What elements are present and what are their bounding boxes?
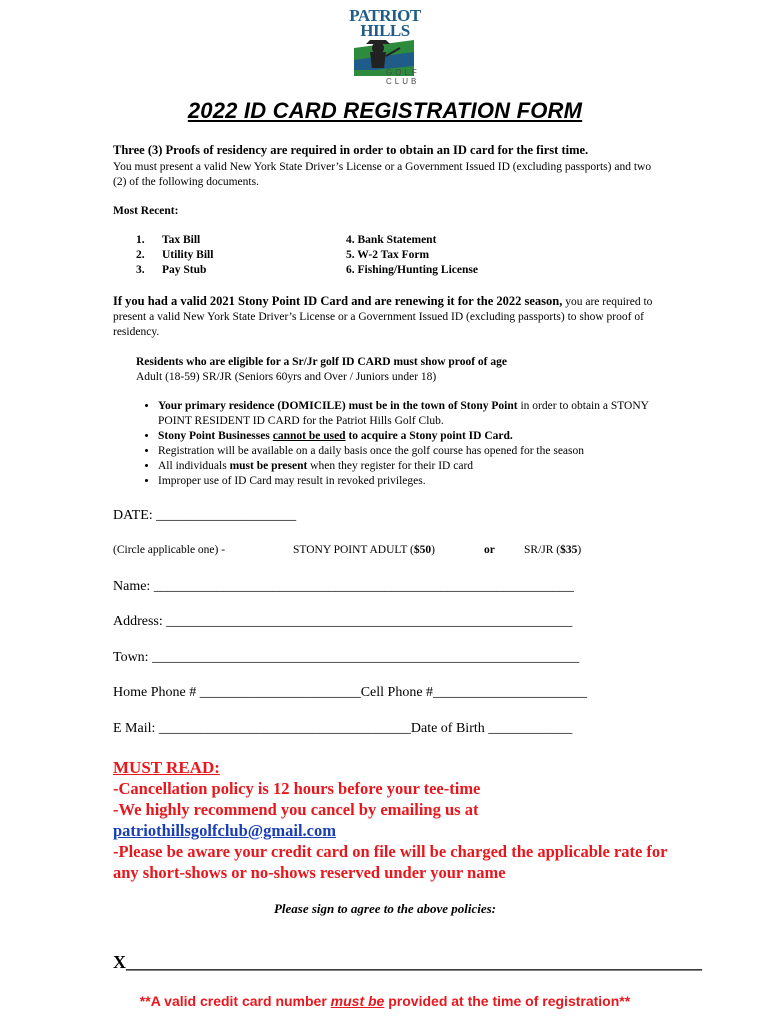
option-sr-jr[interactable]: SR/JR ($35) bbox=[524, 544, 582, 556]
logo-golf-club-text: GOLF CLUB bbox=[386, 68, 420, 86]
address-field[interactable]: Address: __________________________________________________________ bbox=[113, 614, 573, 629]
list-item: • Improper use of ID Card may result in revoked privileges. bbox=[158, 474, 678, 489]
circle-instruction: (Circle applicable one) - bbox=[113, 544, 226, 556]
phone-fields[interactable]: Home Phone # _______________________Cell Phone #______________________ bbox=[113, 685, 588, 700]
list-item: 1. Tax Bill bbox=[136, 234, 201, 246]
name-field[interactable]: Name: ____________________________________________________________ bbox=[113, 579, 574, 594]
list-item: • Stony Point Businesses cannot be used to acquire a Stony point ID Card. bbox=[158, 429, 678, 444]
list-item: • Registration will be available on a daily basis once the golf course has opened for the season bbox=[158, 444, 678, 459]
form-title: 2022 ID CARD REGISTRATION FORM bbox=[187, 98, 583, 123]
list-item: 3. Pay Stub bbox=[136, 264, 207, 276]
must-read-section: MUST READ: -Cancellation policy is 12 hours before your tee-time -We highly recommend you cancel by emailing us at patriothillsgolfclub@gmail.com -Please be aware your credit card on file will be charged the applicable rate for any short-shows or no-shows reserved under your name bbox=[113, 757, 673, 883]
proofs-body: You must present a valid New York State Driver’s License or a Government Issued ID (excluding passports) and two (2) of the following documents. bbox=[113, 161, 652, 188]
documents-list-right bbox=[346, 233, 478, 278]
credit-card-notice: **A valid credit card number must be provided at the time of registration** bbox=[139, 993, 631, 1009]
documents-list-left bbox=[136, 233, 213, 278]
list-item: 4. Bank Statement bbox=[346, 234, 437, 246]
list-item: 6. Fishing/Hunting License bbox=[346, 264, 478, 276]
signature-line[interactable]: X________________________________________________________________ bbox=[113, 952, 702, 972]
most-recent-label: Most Recent: bbox=[113, 205, 179, 217]
town-field[interactable]: Town: _____________________________________________________________ bbox=[113, 650, 580, 665]
list-item: 5. W-2 Tax Form bbox=[346, 249, 430, 261]
rules-list bbox=[136, 399, 678, 489]
list-item: 2. Utility Bill bbox=[136, 249, 214, 261]
eligibility-note: Residents who are eligible for a Sr/Jr golf ID CARD must show proof of age Adult (18-59) SR/JR (Seniors 60yrs and Over / Juniors under 18) bbox=[136, 356, 507, 383]
date-field[interactable]: DATE: ____________________ bbox=[113, 508, 297, 523]
proofs-heading: Three (3) Proofs of residency are required in order to obtain an ID card for the first time. bbox=[113, 143, 589, 157]
option-stony-point-adult[interactable]: STONY POINT ADULT ($50) bbox=[293, 544, 435, 556]
list-item: • All individuals must be present when they register for their ID card bbox=[158, 459, 678, 474]
email-dob-fields[interactable]: E Mail: ____________________________________Date of Birth ____________ bbox=[113, 721, 573, 736]
must-read-heading: MUST READ: bbox=[113, 758, 220, 777]
logo-title: PATRIOT HILLS bbox=[349, 6, 421, 40]
renewal-paragraph: If you had a valid 2021 Stony Point ID Card and are renewing it for the 2022 season, you are required to present a valid New York State Driver’s License or a Government Issued ID (excluding passports) to show proof of residency. bbox=[113, 294, 653, 338]
or-label: or bbox=[484, 544, 495, 556]
email-link[interactable]: patriothillsgolfclub@gmail.com bbox=[113, 821, 336, 840]
list-item: • Your primary residence (DOMICILE) must be in the town of Stony Point in order to obtain a STONY POINT RESIDENT ID CARD for the Patriot Hills Golf Club. bbox=[158, 399, 678, 429]
sign-instruction: Please sign to agree to the above policies: bbox=[273, 901, 497, 916]
